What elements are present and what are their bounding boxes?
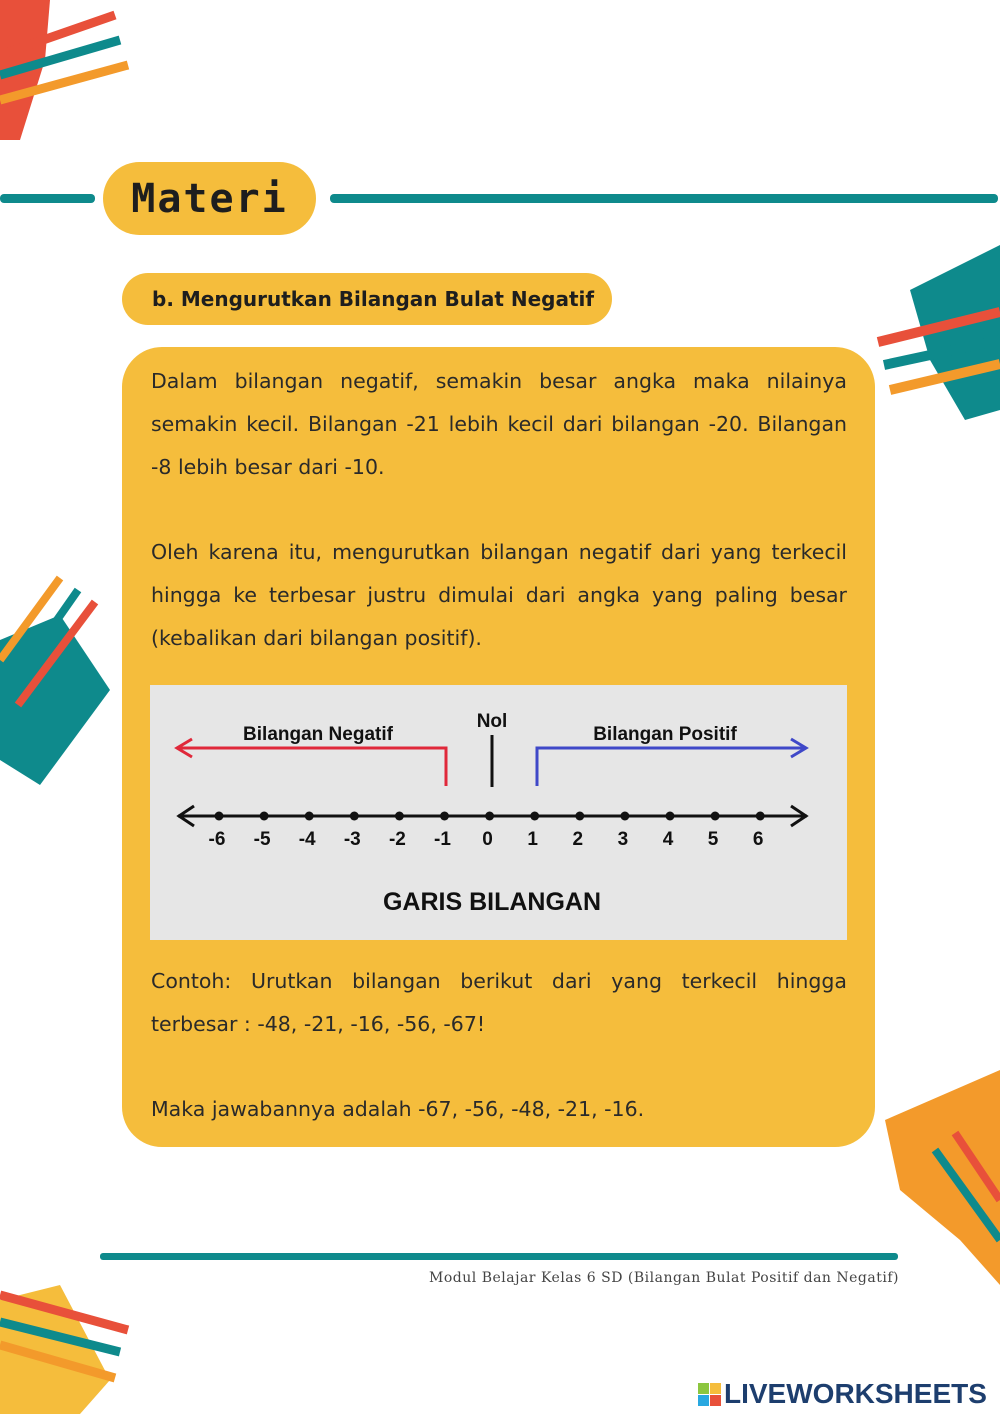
tick-dot	[575, 812, 584, 821]
negative-label: Bilangan Negatif	[243, 724, 393, 745]
tick-label: 2	[572, 829, 584, 850]
negative-arrow	[178, 748, 446, 786]
tick-label: 1	[527, 829, 538, 850]
tick-label: -4	[298, 829, 316, 850]
number-line	[150, 685, 847, 940]
tick-label: -5	[253, 829, 271, 850]
header-rule-right	[330, 194, 998, 203]
tick-dot	[305, 812, 314, 821]
footer-text: Modul Belajar Kelas 6 SD (Bilangan Bulat Positif dan Negatif)	[429, 1270, 899, 1286]
positive-arrow	[537, 748, 805, 786]
tick-dot	[620, 812, 629, 821]
tick-label: -1	[434, 829, 451, 850]
tick-dot	[260, 812, 269, 821]
tick-label: -3	[343, 829, 361, 850]
paragraph-example: Contoh: Urutkan bilangan berikut dari yang terkecil hingga terbesar : -48, -21, -16, -56, -67!	[151, 969, 847, 1036]
tick-dot	[215, 812, 224, 821]
tick-label: 6	[752, 829, 764, 850]
footer-rule	[100, 1253, 898, 1260]
tick-dot	[530, 812, 539, 821]
tick-dot	[395, 812, 404, 821]
paragraph-1: Dalam bilangan negatif, semakin besar angka maka nilainya semakin kecil. Bilangan -21 lebih kecil dari bilangan -20. Bilangan -8 lebih besar dari -10.	[151, 369, 847, 479]
number-line-title: GARIS BILANGAN	[382, 888, 602, 916]
tick-dot	[666, 812, 675, 821]
tick-label: 3	[617, 829, 629, 850]
number-line-figure	[150, 685, 847, 940]
tick-dot	[756, 812, 765, 821]
tick-label: -6	[208, 829, 226, 850]
zero-label: Nol	[476, 711, 508, 732]
tick-label: 4	[662, 829, 674, 850]
header-rule-left	[0, 194, 95, 203]
subsection-title: b. Mengurutkan Bilangan Bulat Negatif	[122, 273, 612, 325]
section-title: Materi	[103, 162, 316, 235]
tick-dot	[350, 812, 359, 821]
paragraph-answer: Maka jawabannya adalah -67, -56, -48, -21, -16.	[151, 1097, 645, 1121]
logo-text: LIVEWORKSHEETS	[724, 1378, 987, 1409]
tick-dot	[711, 812, 720, 821]
tick-label: -2	[388, 829, 406, 850]
tick-dot	[485, 812, 494, 821]
tick-dot	[440, 812, 449, 821]
tick-label: 5	[707, 829, 719, 850]
positive-label: Bilangan Positif	[593, 724, 737, 745]
liveworksheets-logo	[698, 1378, 987, 1410]
tick-label: 0	[482, 829, 493, 850]
logo-mark-icon	[698, 1383, 721, 1406]
paragraph-2: Oleh karena itu, mengurutkan bilangan negatif dari yang terkecil hingga ke terbesar justru dimulai dari angka yang paling besar (kebalikan dari bilangan positif).	[151, 540, 847, 650]
